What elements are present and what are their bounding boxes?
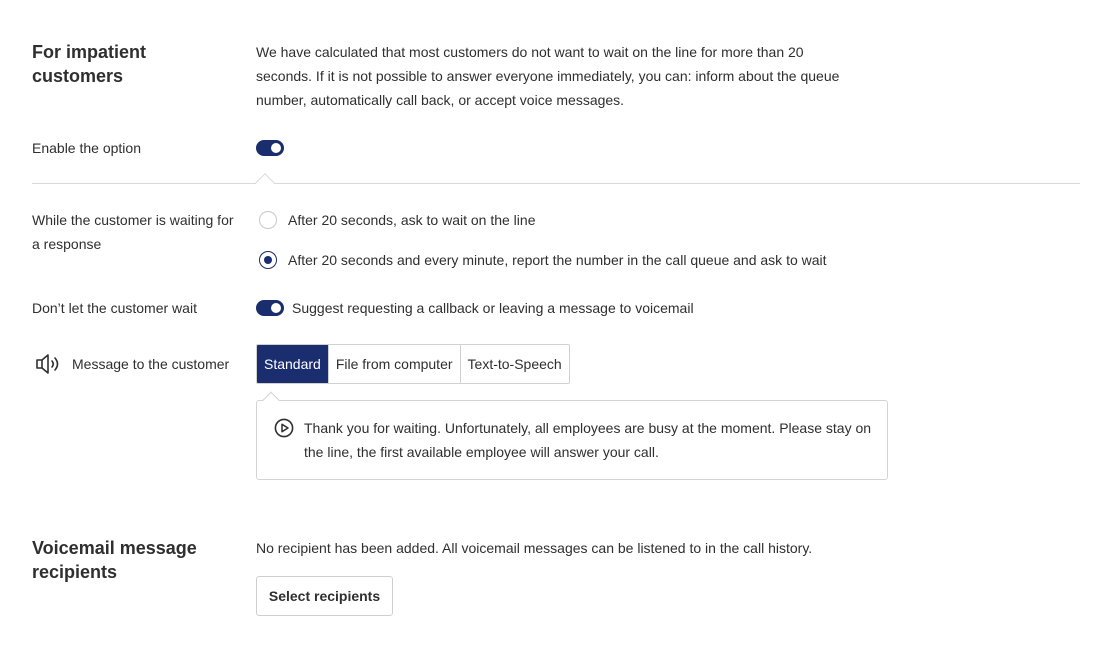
select-recipients-button[interactable]: Select recipients bbox=[256, 576, 393, 616]
enable-option-toggle[interactable] bbox=[256, 140, 284, 156]
voicemail-section-title: Voicemail message recipients bbox=[32, 538, 197, 582]
section-divider bbox=[32, 183, 1080, 184]
waiting-label: While the customer is waiting for a response bbox=[32, 212, 234, 252]
toggle-knob bbox=[271, 143, 281, 153]
dont-wait-label: Don’t let the customer wait bbox=[32, 300, 197, 316]
tab-text-to-speech[interactable]: Text-to-Speech bbox=[460, 345, 569, 383]
waiting-option-label-2[interactable]: After 20 seconds and every minute, report the number in the call queue and ask to wait bbox=[288, 252, 827, 268]
message-label: Message to the customer bbox=[72, 356, 230, 372]
waiting-option-label-1[interactable]: After 20 seconds, ask to wait on the line bbox=[288, 212, 536, 228]
callback-toggle-label[interactable]: Suggest requesting a callback or leaving a message to voicemail bbox=[292, 300, 694, 316]
impatient-section-title: For impatient customers bbox=[32, 42, 147, 86]
speaker-icon bbox=[34, 352, 62, 376]
callback-toggle[interactable] bbox=[256, 300, 284, 316]
tab-standard[interactable]: Standard bbox=[257, 345, 328, 383]
impatient-description: We have calculated that most customers do not want to wait on the line for more than 20 seconds. If it is not possible to answer everyone immediately, you can: inform about the queue number, automatically call back, or accept voice messages. bbox=[256, 44, 840, 108]
tab-file-from-computer[interactable]: File from computer bbox=[328, 345, 460, 383]
play-icon[interactable] bbox=[274, 418, 294, 438]
waiting-option-radio-1[interactable] bbox=[259, 211, 277, 229]
message-source-tabs bbox=[256, 344, 570, 384]
divider-pointer bbox=[255, 173, 275, 193]
enable-option-label: Enable the option bbox=[32, 140, 141, 156]
waiting-option-radio-2[interactable] bbox=[259, 251, 277, 269]
voicemail-info: No recipient has been added. All voicemail messages can be listened to in the call history. bbox=[256, 540, 813, 556]
message-text: Thank you for waiting. Unfortunately, all employees are busy at the moment. Please stay on the line, the first available employee will answer your call. bbox=[304, 420, 872, 460]
toggle-knob bbox=[271, 303, 281, 313]
